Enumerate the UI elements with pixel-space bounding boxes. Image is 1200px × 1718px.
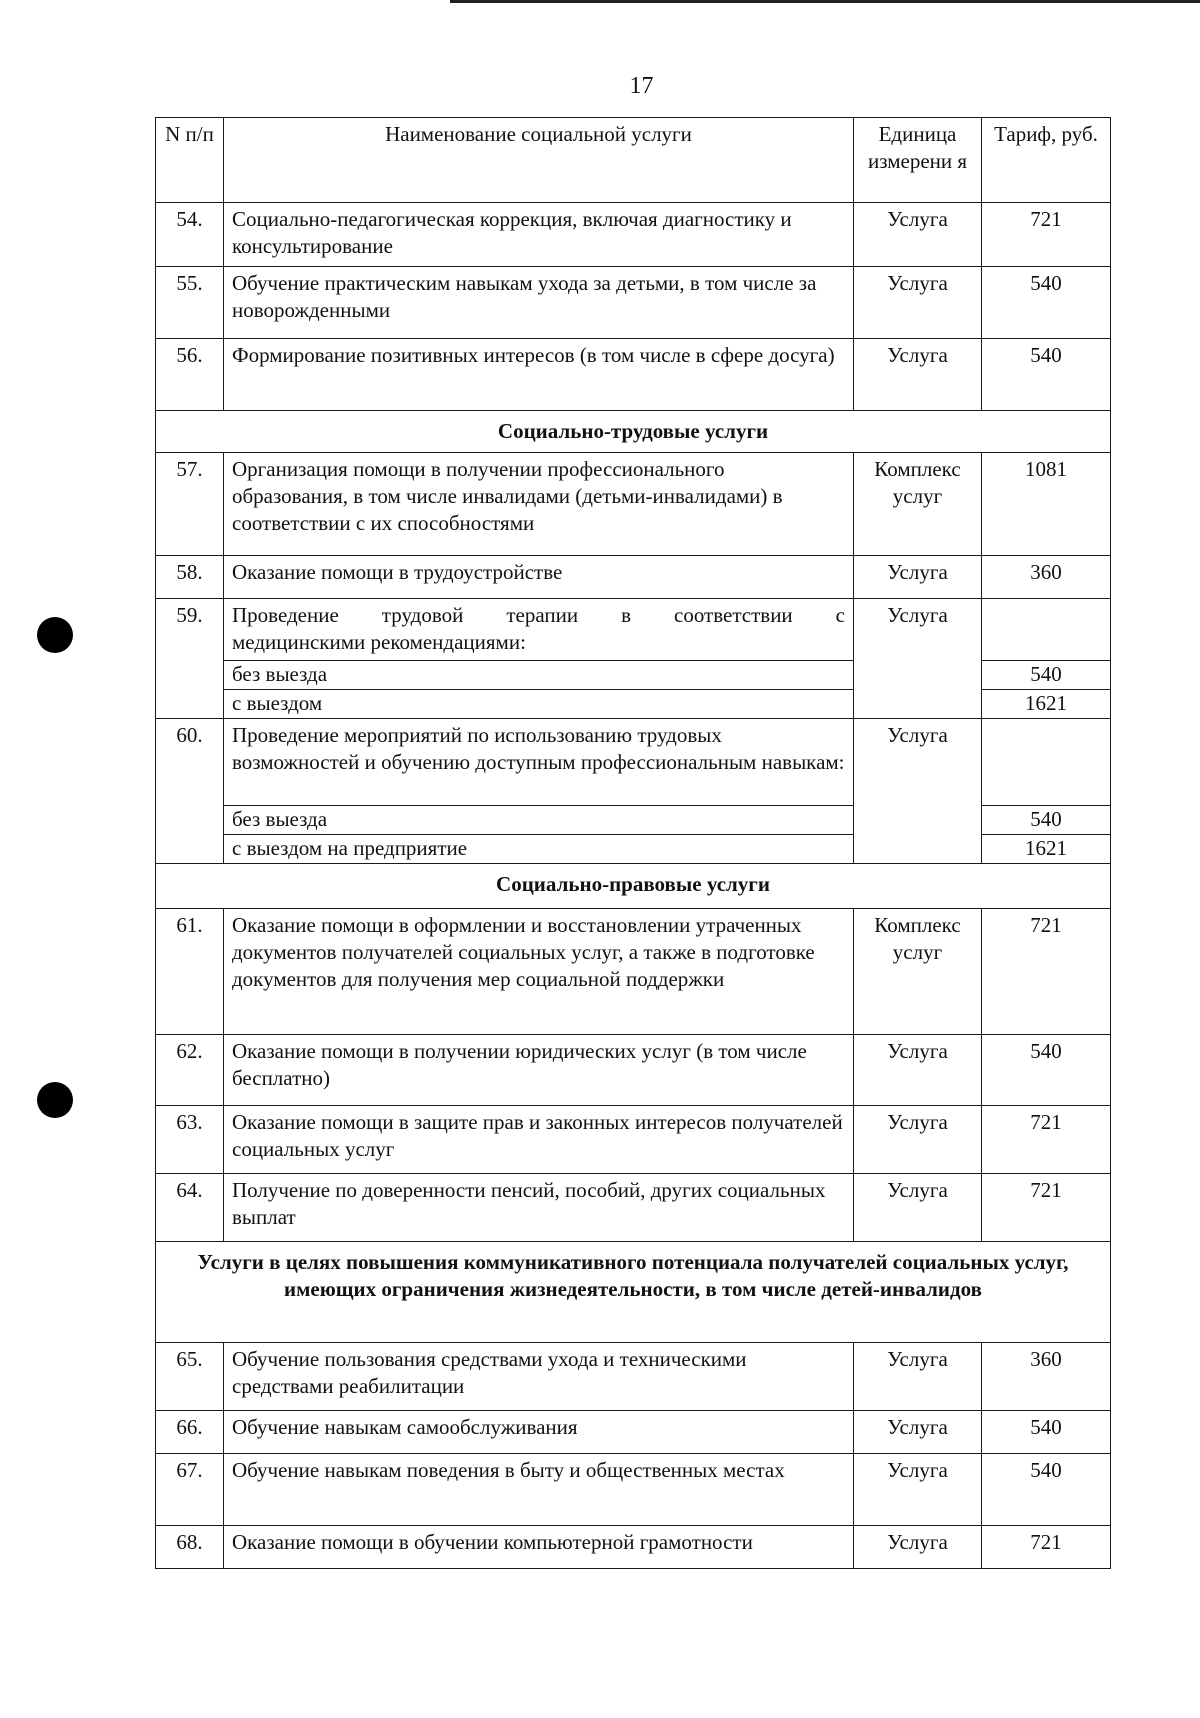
row-number: 57. [156, 453, 224, 556]
tariff: 540 [982, 267, 1111, 339]
row-number: 62. [156, 1035, 224, 1106]
tariff: 540 [982, 1454, 1111, 1526]
section-title: Социально-трудовые услуги [156, 411, 1111, 453]
tariff: 360 [982, 556, 1111, 599]
sub-option: с выездом на предприятие [224, 835, 854, 864]
section-row [156, 864, 1111, 909]
tariff: 540 [982, 1411, 1111, 1454]
service-name: Проведение мероприятий по использованию трудовых возможностей и обучению доступным профессиональным навыкам: [224, 719, 854, 806]
table-row [156, 203, 1111, 267]
row-number: 55. [156, 267, 224, 339]
tariff-table [155, 117, 1111, 1569]
table-row [156, 719, 1111, 806]
service-name: Обучение навыкам поведения в быту и общественных местах [224, 1454, 854, 1526]
table-header-row [156, 118, 1111, 203]
sub-option: без выезда [224, 806, 854, 835]
table-row [156, 1174, 1111, 1242]
service-name: Обучение навыкам самообслуживания [224, 1411, 854, 1454]
tariff: 1621 [982, 835, 1111, 864]
section-title: Услуги в целях повышения коммуникативного потенциала получателей социальных услуг, имеющих ограничения жизнедеятельности, в том числе детей-инвалидов [156, 1242, 1111, 1343]
page-number: 17 [629, 73, 654, 99]
table-row [156, 267, 1111, 339]
section-row [156, 411, 1111, 453]
service-name-last-line: медицинскими рекомендациями: [232, 630, 526, 654]
row-number: 65. [156, 1343, 224, 1411]
service-name [224, 599, 854, 661]
tariff: 360 [982, 1343, 1111, 1411]
unit: Услуга [854, 1174, 982, 1242]
unit: Комплекс услуг [854, 909, 982, 1035]
table-row [156, 1526, 1111, 1569]
service-name-justified: Проведение трудовой терапии в соответствии с [232, 603, 845, 627]
tariff: 721 [982, 203, 1111, 267]
unit: Услуга [854, 599, 982, 719]
section-row [156, 1242, 1111, 1343]
row-number: 63. [156, 1106, 224, 1174]
service-name: Получение по доверенности пенсий, пособий, других социальных выплат [224, 1174, 854, 1242]
service-name: Обучение практическим навыкам ухода за детьми, в том числе за новорожденными [224, 267, 854, 339]
row-number: 68. [156, 1526, 224, 1569]
unit: Услуга [854, 556, 982, 599]
row-number: 66. [156, 1411, 224, 1454]
unit: Услуга [854, 1035, 982, 1106]
service-name: Социально-педагогическая коррекция, включая диагностику и консультирование [224, 203, 854, 267]
unit: Услуга [854, 1454, 982, 1526]
table-row [156, 453, 1111, 556]
header-tariff: Тариф, руб. [982, 118, 1111, 203]
punch-hole [37, 1082, 73, 1118]
service-name: Обучение пользования средствами ухода и техническими средствами реабилитации [224, 1343, 854, 1411]
sub-option: с выездом [224, 690, 854, 719]
tariff: 540 [982, 806, 1111, 835]
unit: Услуга [854, 203, 982, 267]
service-name: Формирование позитивных интересов (в том числе в сфере досуга) [224, 339, 854, 411]
unit: Услуга [854, 1526, 982, 1569]
row-number: 61. [156, 909, 224, 1035]
table-row [156, 339, 1111, 411]
table-row [156, 1454, 1111, 1526]
top-border-line [450, 0, 1200, 3]
service-name: Оказание помощи в защите прав и законных интересов получателей социальных услуг [224, 1106, 854, 1174]
tariff-empty [982, 719, 1111, 806]
header-name: Наименование социальной услуги [224, 118, 854, 203]
tariff: 721 [982, 1106, 1111, 1174]
tariff: 1621 [982, 690, 1111, 719]
unit: Комплекс услуг [854, 453, 982, 556]
row-number: 54. [156, 203, 224, 267]
row-number: 67. [156, 1454, 224, 1526]
unit: Услуга [854, 1411, 982, 1454]
header-unit: Единица измерени я [854, 118, 982, 203]
header-num: N п/п [156, 118, 224, 203]
tariff: 540 [982, 661, 1111, 690]
service-name: Оказание помощи в получении юридических услуг (в том числе бесплатно) [224, 1035, 854, 1106]
tariff: 1081 [982, 453, 1111, 556]
row-number: 59. [156, 599, 224, 719]
unit: Услуга [854, 267, 982, 339]
unit: Услуга [854, 1343, 982, 1411]
sub-option: без выезда [224, 661, 854, 690]
table-row [156, 1411, 1111, 1454]
row-number: 56. [156, 339, 224, 411]
table-row [156, 1106, 1111, 1174]
table-row [156, 1343, 1111, 1411]
unit: Услуга [854, 1106, 982, 1174]
tariff: 721 [982, 1526, 1111, 1569]
service-name: Организация помощи в получении профессионального образования, в том числе инвалидами (детьми-инвалидами) в соответствии с их способностями [224, 453, 854, 556]
table-row [156, 909, 1111, 1035]
punch-hole [37, 617, 73, 653]
row-number: 58. [156, 556, 224, 599]
tariff-empty [982, 599, 1111, 661]
table-row [156, 556, 1111, 599]
row-number: 60. [156, 719, 224, 864]
service-name: Оказание помощи в оформлении и восстановлении утраченных документов получателей социальных услуг, а также в подготовке документов для получения мер социальной поддержки [224, 909, 854, 1035]
tariff: 540 [982, 1035, 1111, 1106]
section-title: Социально-правовые услуги [156, 864, 1111, 909]
unit: Услуга [854, 339, 982, 411]
tariff: 721 [982, 1174, 1111, 1242]
row-number: 64. [156, 1174, 224, 1242]
table-row [156, 599, 1111, 661]
tariff: 540 [982, 339, 1111, 411]
table-row [156, 1035, 1111, 1106]
unit: Услуга [854, 719, 982, 864]
service-name: Оказание помощи в обучении компьютерной грамотности [224, 1526, 854, 1569]
tariff: 721 [982, 909, 1111, 1035]
service-name: Оказание помощи в трудоустройстве [224, 556, 854, 599]
